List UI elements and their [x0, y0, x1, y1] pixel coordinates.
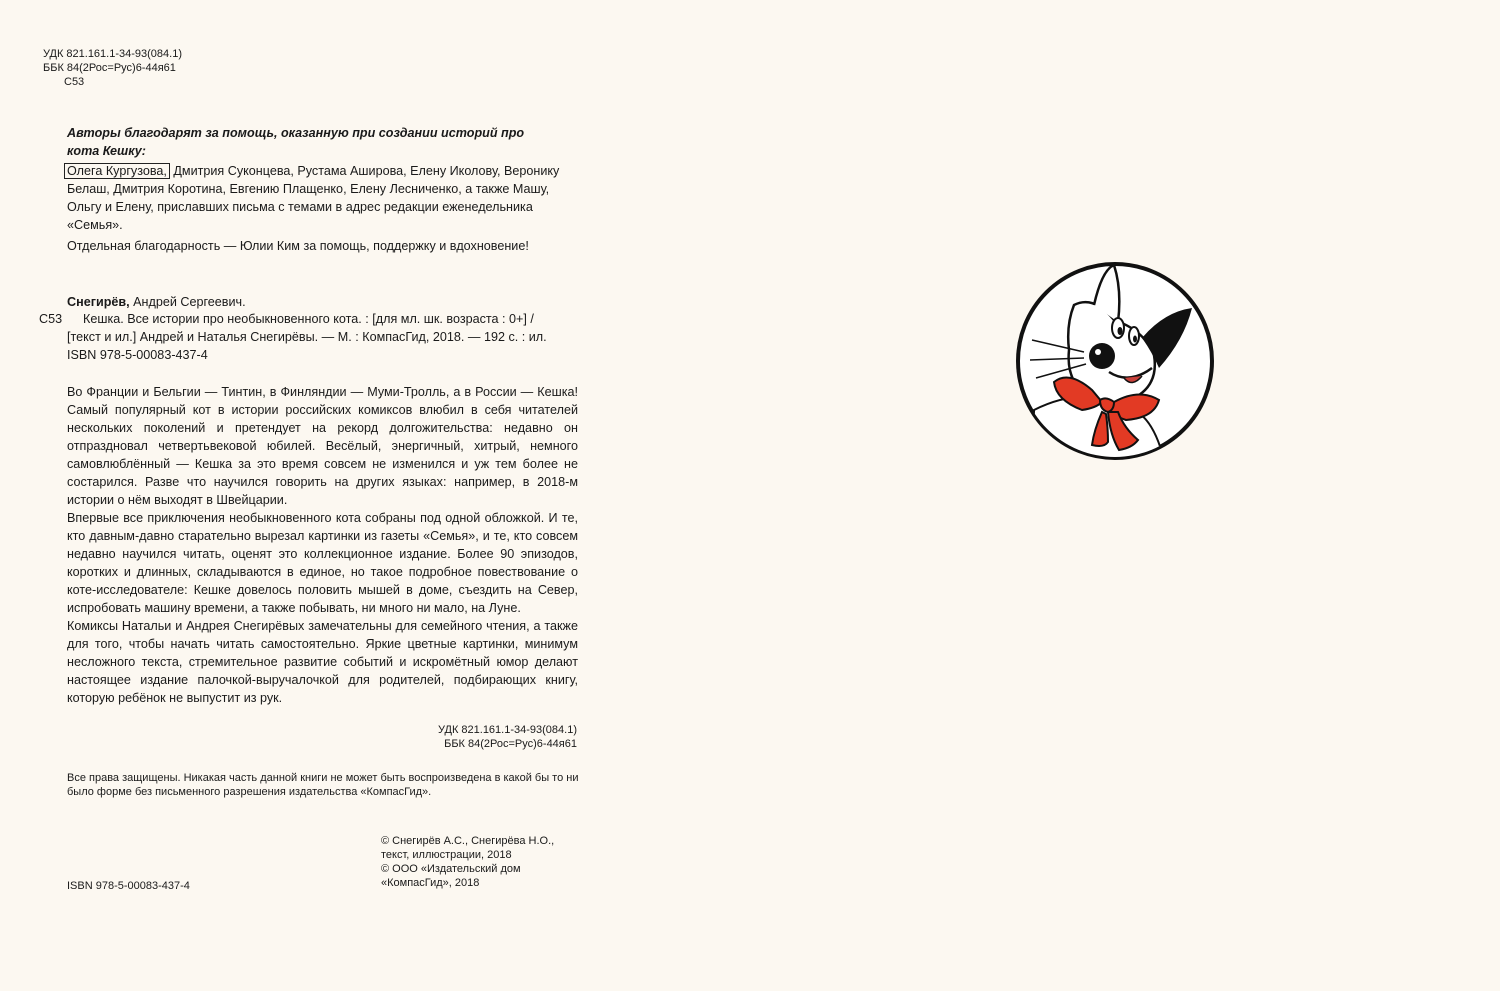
udk-code: УДК 821.161.1-34-93(084.1) — [43, 48, 182, 60]
udk-code-right: УДК 821.161.1-34-93(084.1) — [438, 724, 577, 736]
copyright-line-1: © Снегирёв А.С., Снегирёва Н.О., — [381, 835, 555, 847]
biblio-line-2: [текст и ил.] Андрей и Наталья Снегирёвы. — М. : КомпасГид, 2018. — 192 с. : ил. — [67, 330, 547, 344]
biblio-line-1: Кешка. Все истории про необыкновенного кота. : [для мл. шк. возраста : 0+] / — [83, 312, 534, 326]
annotation-paragraph-3: Комиксы Натальи и Андрея Снегирёвых замечательны для семейного чтения, а также для того, чтобы начать читать самостоятельно. Яркие цветные картинки, минимум несложного текста, стремительное развитие событий и искромётный юмор делают настоящее издание палочкой-выручалочкой для родителей, подбирающих книгу, которую ребёнок не выпустит из рук. — [67, 619, 578, 705]
rights-notice: Все права защищены. Никакая часть данной книги не может быть воспроизведена в какой бы то ни было форме без письменного разрешения издательства «КомпасГид». — [67, 772, 579, 798]
cutter-left: С53 — [39, 312, 63, 326]
cutter-code: С53 — [64, 76, 85, 88]
thanks-rest: Дмитрия Суконцева, Рустама Аширова, Елену Иколову, Веронику Белаш, Дмитрия Коротина, Евгению Плащенко, Елену Лесниченко, а также Машу, Ольгу и Елену, приславших письма с темами в адрес редакции еженедельника «Семья». — [67, 164, 560, 232]
author-surname: Снегирёв, — [67, 295, 130, 309]
annotation-paragraph-1: Во Франции и Бельгии — Тинтин, в Финляндии — Муми-Тролль, а в России — Кешка! Самый популярный кот в истории российских комиксов влюбил в себя читателей нескольких поколений и претендует на рекорд долгожительства: недавно он отпраздновал четвертьвековой юбилей. Весёлый, энергичный, хитрый, немного самовлюблённый — Кешка за это время совсем не изменился и уж тем более не состарился. Разве что научился говорить на других языках: например, в 2018-м истории о нём выходят в Швейцарии. — [67, 385, 578, 507]
thanks-first-name: Олега Кургузова, — [64, 163, 170, 179]
copyright-line-2: текст, иллюстрации, 2018 — [381, 849, 512, 861]
kitten-emblem-icon — [1014, 260, 1216, 462]
bbk-code-right: ББК 84(2Рос=Рус)6-44я61 — [444, 738, 577, 750]
isbn-bottom: ISBN 978-5-00083-437-4 — [67, 880, 190, 892]
bbk-code: ББК 84(2Рос=Рус)6-44я61 — [43, 62, 176, 74]
author-line — [67, 293, 246, 311]
copyright-block — [381, 834, 601, 890]
annotation-paragraph-2: Впервые все приключения необыкновенного кота собраны под одной обложкой. И те, кто давным-давно старательно вырезал картинки из газеты «Семья», и те, кто совсем недавно научился читать, оценят это коллекционное издание. Более 90 эпизодов, коротких и длинных, складываются в единое, но такое подробное повествование о коте-исследователе: Кешке довелось половить мышей в доме, съездить на Север, испробовать машину времени, а также побывать, ни много ни мало, на Луне. — [67, 511, 578, 615]
biblio-line-3: ISBN 978-5-00083-437-4 — [67, 348, 208, 362]
codes-right — [380, 723, 577, 751]
author-name: Андрей Сергеевич. — [129, 295, 246, 309]
annotation — [67, 383, 578, 707]
thanks-extra: Отдельная благодарность — Юлии Ким за помощь, поддержку и вдохновение! — [67, 239, 529, 253]
catalog-codes — [43, 47, 182, 89]
thanks-heading: Авторы благодарят за помощь, оказанную при создании историй про кота Кешку: — [67, 126, 525, 158]
bibliographic-description — [67, 310, 587, 364]
thanks-body — [67, 162, 567, 234]
copyright-line-4: «КомпасГид», 2018 — [381, 877, 480, 889]
copyright-line-3: © ООО «Издательский дом — [381, 863, 521, 875]
